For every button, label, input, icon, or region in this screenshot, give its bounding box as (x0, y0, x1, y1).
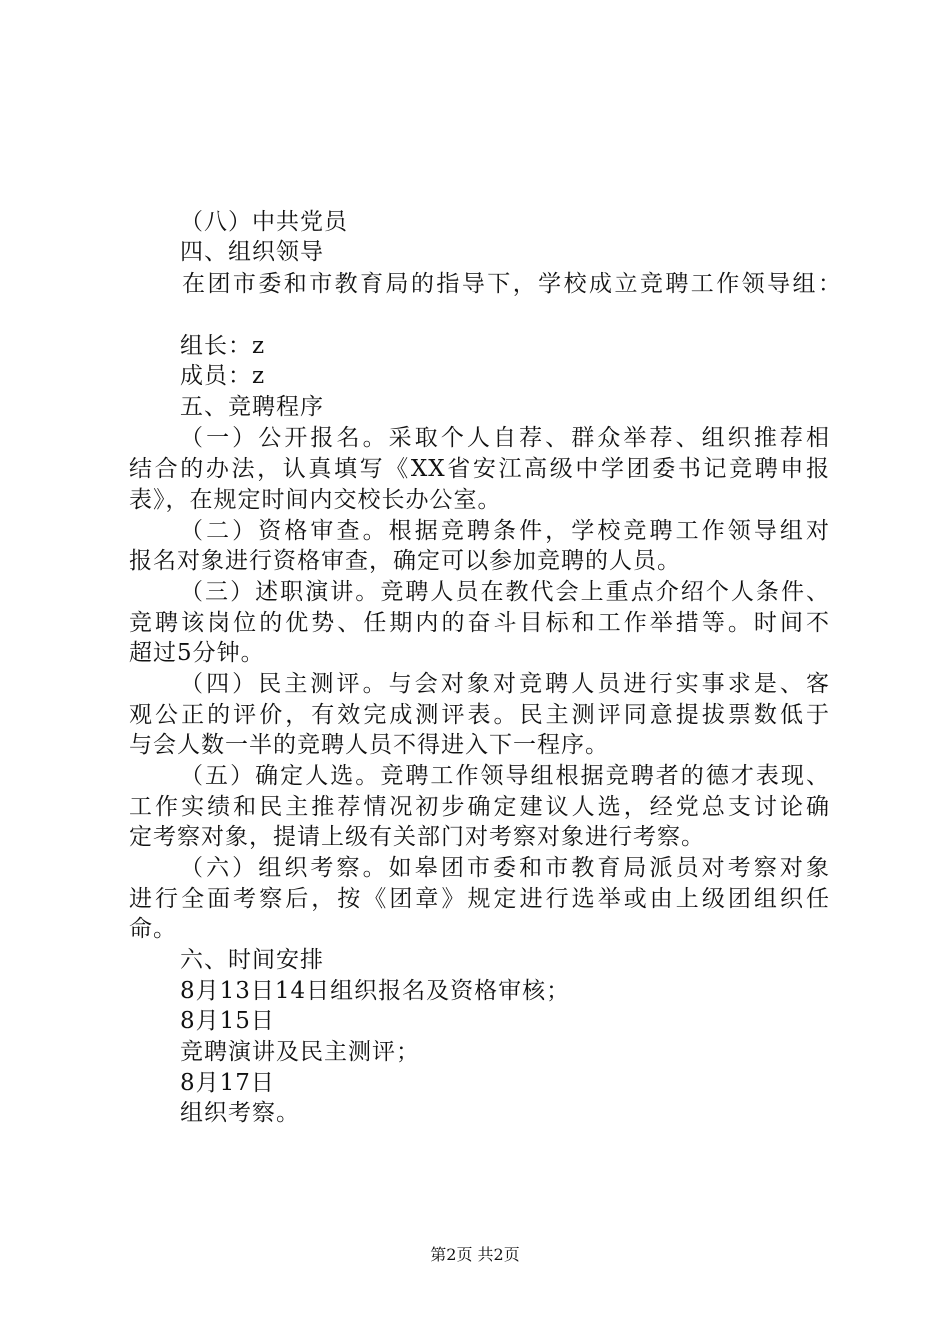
paragraph-line: （二）资格审查。根据竞聘条件，学校竞聘工作领导组对 (180, 518, 830, 544)
leader-line: 组长：z (180, 333, 266, 359)
paragraph-line: （六）组织考察。如皋团市委和市教育局派员对考察对象 (180, 855, 830, 881)
schedule-line: 组织考察。 (180, 1100, 300, 1126)
paragraph-line: （三）述职演讲。竞聘人员在教代会上重点介绍个人条件、 (180, 579, 830, 605)
paragraph-line: 在团市委和市教育局的指导下，学校成立竞聘工作领导组： (182, 271, 842, 297)
paragraph-line: 报名对象进行资格审查，确定可以参加竞聘的人员。 (129, 548, 681, 574)
paragraph-line: 工作实绩和民主推荐情况初步确定建议人选，经党总支讨论确 (129, 794, 830, 820)
paragraph-line: 定考察对象，提请上级有关部门对考察对象进行考察。 (129, 824, 705, 850)
section-heading-5: 五、竞聘程序 (180, 394, 324, 420)
paragraph-line: （一）公开报名。采取个人自荐、群众举荐、组织推荐相 (180, 425, 830, 451)
schedule-date: 8月15日 (180, 1008, 275, 1034)
paragraph-line: 与会人数一半的竞聘人员不得进入下一程序。 (129, 732, 609, 758)
section-item-8: （八）中共党员 (180, 209, 348, 235)
paragraph-line: 进行全面考察后，按《团章》规定进行选举或由上级团组织任 (129, 886, 830, 912)
paragraph-line: 超过5分钟。 (129, 640, 265, 666)
members-line: 成员：z (180, 363, 266, 389)
schedule-line: 竞聘演讲及民主测评； (180, 1039, 420, 1065)
paragraph-line: 表》，在规定时间内交校长办公室。 (129, 487, 502, 513)
paragraph-line: 观公正的评价，有效完成测评表。民主测评同意提拔票数低于 (129, 702, 830, 728)
section-heading-4: 四、组织领导 (180, 239, 324, 265)
page-footer: 第2页 共2页 (430, 1245, 520, 1264)
paragraph-line: （五）确定人选。竞聘工作领导组根据竞聘者的德才表现、 (180, 763, 830, 789)
schedule-line: 8月13日14日组织报名及资格审核； (180, 978, 571, 1004)
paragraph-line: 命。 (129, 916, 177, 942)
paragraph-line: （四）民主测评。与会对象对竞聘人员进行实事求是、客 (180, 671, 830, 697)
section-heading-6: 六、时间安排 (180, 947, 324, 973)
schedule-date: 8月17日 (180, 1070, 275, 1096)
paragraph-line: 结合的办法，认真填写《XX省安江高级中学团委书记竞聘申报 (129, 456, 830, 482)
paragraph-line: 竞聘该岗位的优势、任期内的奋斗目标和工作举措等。时间不 (129, 610, 830, 636)
